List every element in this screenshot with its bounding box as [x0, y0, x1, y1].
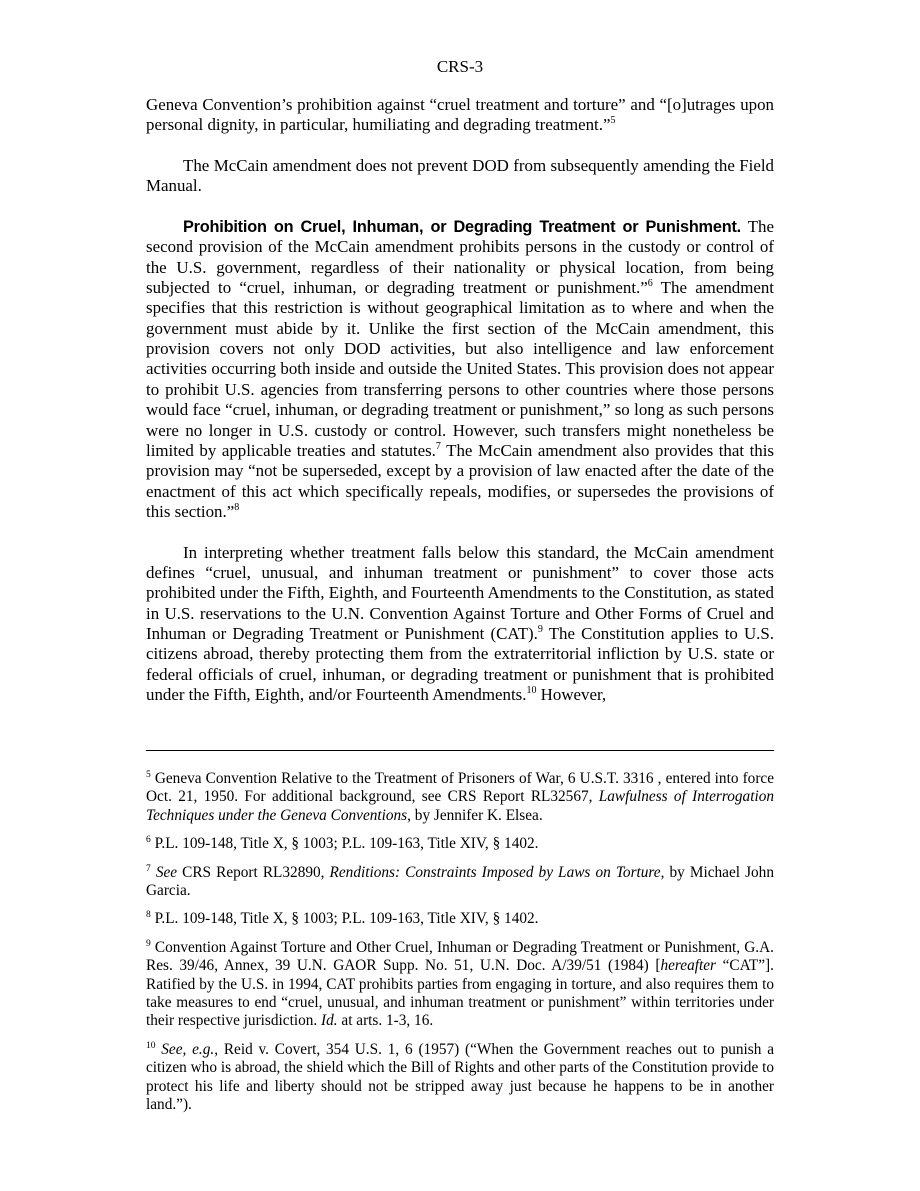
footnote-divider [146, 750, 774, 751]
footnote-ref-5[interactable]: 5 [610, 115, 616, 127]
footnote-text: Convention Against Torture and Other Cruel, Inhuman or Degrading Treatment or Punishment, G.A. Res. 39/46, Annex, 39 U.N. GAOR Supp. No. 51, U.N. Doc. A/39/51 (1984) [ [146, 938, 774, 975]
footnote-text: P.L. 109-148, Title X, § 1003; P.L. 109-163, Title XIV, § 1402. [150, 835, 539, 853]
paragraph-text: The Constitution applies to U.S. citizens abroad, thereby protecting them from the extraterritorial infliction by U.S. state or federal officials of cruel, inhuman, or degrading treatment or punishment that is prohibited under the Fifth, Eighth, and/or Fourteenth Amendments. [146, 623, 774, 704]
paragraph-text: In interpreting whether treatment falls below this standard, the McCain amendment defines “cruel, unusual, and inhuman treatment or punishment” to cover those acts prohibited under the Fifth, Eighth, and Fourteenth Amendments to the Constitution, as stated in U.S. reservations to the U.N. Convention Against Torture and Other Forms of Cruel and Inhuman or Degrading Treatment or Punishment (CAT). [146, 542, 774, 643]
signal-word: See, e.g. [155, 1040, 215, 1058]
footnote-ref-6[interactable]: 6 [647, 278, 653, 290]
footnote-number: 9 [146, 938, 151, 949]
footnote-6 [146, 835, 774, 853]
report-title: Lawfulness of Interrogation Techniques under the Geneva Conventions [146, 788, 775, 824]
footnote-text: at arts. 1-3, 16. [337, 1012, 434, 1030]
footnote-number: 8 [146, 910, 151, 921]
paragraph-text: The McCain amendment does not prevent DOD from subsequently amending the Field Manual. [146, 156, 774, 196]
paragraph-interpretation [146, 543, 774, 706]
paragraph-field-manual [146, 156, 774, 197]
footnote-5 [146, 770, 774, 825]
footnote-text: “CAT”]. Ratified by the U.S. in 1994, CAT prohibits parties from engaging in torture, and also requires them to take measures to end “cruel, unusual, and inhuman treatment or punishment” within territories under their respective jurisdiction. [146, 957, 774, 1030]
footnote-number: 7 [146, 863, 151, 874]
paragraph-text: The second provision of the McCain amendment prohibits persons in the custody or control of the U.S. government, regardless of their nationality or physical location, from being subjected to “cruel, inhuman, or degrading treatment or punishment.” [146, 217, 774, 298]
footnote-8 [146, 910, 774, 928]
footnote-number: 10 [146, 1040, 156, 1051]
footnote-text: , by Michael John Garcia. [146, 863, 774, 900]
report-title: Renditions: Constraints Imposed by Laws on Torture [329, 863, 661, 881]
footnote-ref-7[interactable]: 7 [435, 440, 441, 452]
paragraph-text: The McCain amendment also provides that this provision may “not be superseded, except by a provision of law enacted after the date of the enactment of this act which specifically repeals, modifies, or supersedes the provisions of this section.” [146, 440, 774, 521]
signal-word: See [150, 863, 178, 881]
signal-word: Id. [321, 1012, 338, 1030]
footnote-9 [146, 939, 774, 1031]
paragraph-text: The amendment specifies that this restriction is without geographical limitation as to where and when the government must abide by it. Unlike the first section of the McCain amendment, this provision covers not only DOD activities, but also intelligence and law enforcement activities occurring both inside and outside the United States. This provision does not appear to prohibit U.S. agencies from transferring persons to other countries where those persons would face “cruel, inhuman, or degrading treatment or punishment,” so long as such persons were no longer in U.S. custody or control. However, such transfers might nonetheless be limited by applicable treaties and statutes. [146, 278, 774, 460]
footnote-ref-8[interactable]: 8 [234, 501, 240, 513]
footnote-10 [146, 1041, 774, 1115]
signal-word: hereafter [660, 957, 716, 975]
footnote-ref-9[interactable]: 9 [537, 623, 543, 635]
paragraph-text: However, [536, 684, 607, 704]
paragraph-continuation [146, 95, 774, 136]
body-text [146, 95, 774, 726]
footnote-7 [146, 864, 774, 901]
footnote-number: 5 [146, 770, 151, 780]
section-heading: Prohibition on Cruel, Inhuman, or Degrading Treatment or Punishment. [183, 218, 741, 237]
page-number: CRS-3 [436, 57, 484, 76]
footnote-text: Geneva Convention Relative to the Treatment of Prisoners of War, 6 U.S.T. 3316 , entered into force Oct. 21, 1950. For additional background, see CRS Report RL32567, [146, 770, 774, 806]
footnote-text: P.L. 109-148, Title X, § 1003; P.L. 109-163, Title XIV, § 1402. [150, 910, 539, 928]
footnote-text: , by Jennifer K. Elsea. [407, 806, 543, 824]
footnotes [146, 770, 774, 1125]
footnote-ref-10[interactable]: 10 [526, 684, 537, 696]
footnote-text: , Reid v. Covert, 354 U.S. 1, 6 (1957) (“When the Government reaches out to punish a citizen who is abroad, the shield which the Bill of Rights and other parts of the Constitution provide to protect his life and liberty should not be stripped away just because he happens to be in another land.”). [146, 1040, 774, 1114]
paragraph-prohibition [146, 217, 774, 522]
paragraph-text: Geneva Convention’s prohibition against “cruel treatment and torture” and “[o]utrages upon personal dignity, in particular, humiliating and degrading treatment.” [146, 95, 774, 135]
footnote-number: 6 [146, 835, 151, 846]
footnote-text: CRS Report RL32890, [177, 863, 330, 881]
